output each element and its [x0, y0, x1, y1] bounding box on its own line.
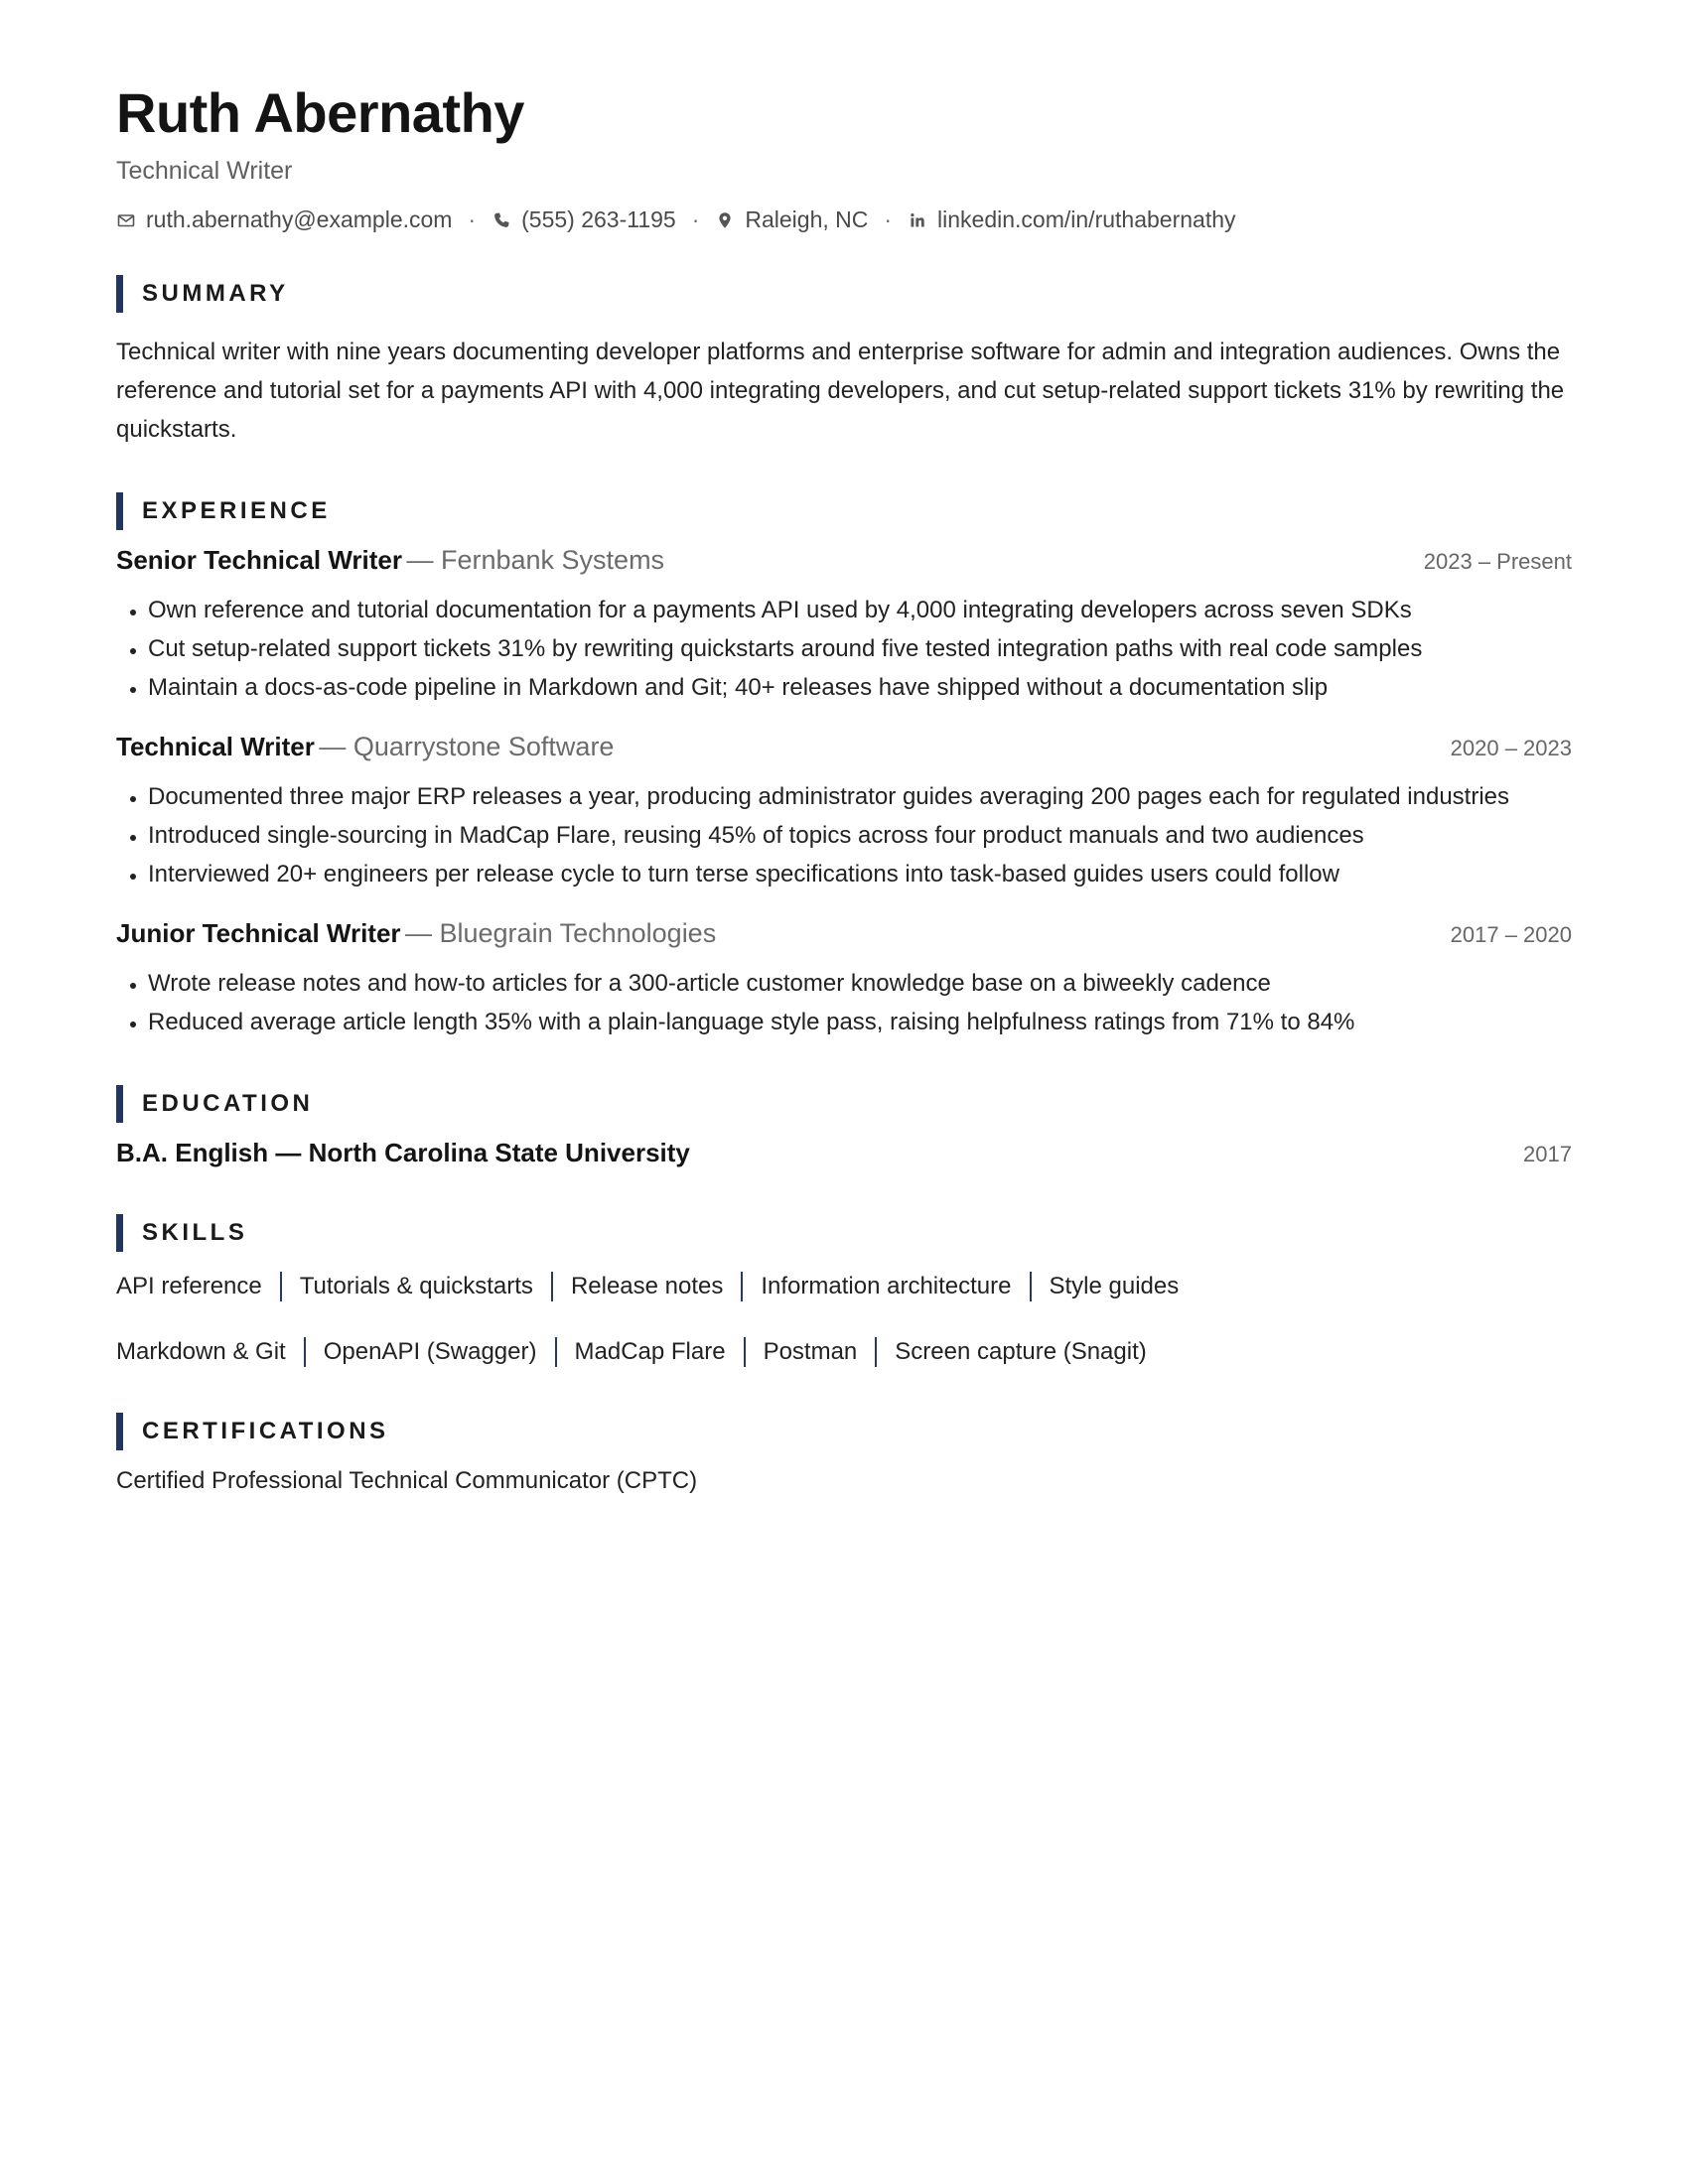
contact-location	[715, 208, 868, 231]
section-heading	[116, 1085, 1572, 1123]
job-bullet: • Interviewed 20+ engineers per release cycle to turn terse specifications into task-based guides users could follow	[148, 855, 1572, 893]
skill-divider	[280, 1272, 282, 1301]
job-title: Junior Technical Writer	[116, 918, 401, 948]
skill-item: Release notes	[570, 1273, 724, 1299]
skill-divider	[875, 1337, 877, 1367]
job-bullet: • Documented three major ERP releases a year, producing administrator guides averaging 200 pages each for regulated industries	[148, 777, 1572, 816]
skill-item: MadCap Flare	[574, 1338, 726, 1365]
phone-icon	[492, 210, 511, 230]
candidate-name: Ruth Abernathy	[116, 81, 524, 144]
section-heading	[116, 1413, 1572, 1450]
contact-email[interactable]	[116, 208, 452, 231]
skill-item: Information architecture	[761, 1273, 1012, 1299]
job-company: — Bluegrain Technologies	[405, 918, 717, 948]
email-text: ruth.abernathy@example.com	[146, 206, 453, 232]
section-heading	[116, 1214, 1572, 1252]
certifications-section	[116, 1413, 1572, 1498]
skill-item: Screen capture (Snagit)	[895, 1338, 1147, 1365]
summary-title: SUMMARY	[142, 280, 289, 307]
job-dates: 2023 – Present	[1423, 549, 1572, 574]
section-accent-bar	[116, 1085, 123, 1123]
education-year: 2017	[1523, 1142, 1572, 1166]
job-company: — Fernbank Systems	[406, 545, 665, 575]
job-bullet: • Maintain a docs-as-code pipeline in Markdown and Git; 40+ releases have shipped without a documentation slip	[148, 668, 1572, 707]
phone-text: (555) 263-1195	[521, 206, 676, 232]
skill-item: OpenAPI (Swagger)	[323, 1338, 537, 1365]
skills-title: SKILLS	[142, 1219, 248, 1246]
candidate-role: Technical Writer	[116, 157, 293, 185]
summary-section	[116, 275, 1572, 449]
section-accent-bar	[116, 275, 123, 313]
section-accent-bar	[116, 1214, 123, 1252]
job-entry	[116, 917, 1572, 1041]
resume-header	[116, 81, 1572, 232]
skill-divider	[1030, 1272, 1032, 1301]
skills-row	[116, 1335, 1572, 1369]
mail-icon	[116, 210, 136, 230]
linkedin-text: linkedin.com/in/ruthabernathy	[937, 206, 1236, 232]
job-bullets	[116, 591, 1572, 707]
contact-linkedin[interactable]	[908, 208, 1235, 231]
skill-divider	[741, 1272, 743, 1301]
certification-item: Certified Professional Technical Communicator (CPTC)	[116, 1467, 698, 1494]
skill-divider	[551, 1272, 553, 1301]
job-dates: 2020 – 2023	[1450, 736, 1572, 760]
job-bullet: • Reduced average article length 35% with a plain-language style pass, raising helpfulness ratings from 71% to 84%	[148, 1003, 1572, 1041]
contact-line	[116, 208, 1572, 231]
education-degree: B.A. English — North Carolina State University	[116, 1138, 690, 1167]
summary-text: Technical writer with nine years documenting developer platforms and enterprise software for admin and integration audiences. Owns the reference and tutorial set for a payments API with 4,000 integrating developers, and cut setup-related support tickets 31% by rewriting the quickstarts.	[116, 339, 1565, 443]
skill-item: Tutorials & quickstarts	[299, 1273, 533, 1299]
section-heading	[116, 275, 1572, 313]
section-accent-bar	[116, 1413, 123, 1450]
contact-separator: ·	[468, 206, 477, 232]
section-accent-bar	[116, 492, 123, 530]
job-bullet: • Cut setup-related support tickets 31% by rewriting quickstarts around five tested integration paths with real code samples	[148, 629, 1572, 668]
experience-title: EXPERIENCE	[142, 497, 331, 524]
location-pin-icon	[715, 210, 735, 230]
experience-section	[116, 492, 1572, 1041]
job-entry	[116, 731, 1572, 893]
skill-item: Style guides	[1049, 1273, 1180, 1299]
skill-divider	[304, 1337, 306, 1367]
skill-item: Postman	[763, 1338, 858, 1365]
job-title: Senior Technical Writer	[116, 545, 403, 575]
education-section	[116, 1085, 1572, 1170]
skill-divider	[744, 1337, 746, 1367]
job-entry	[116, 544, 1572, 707]
skill-divider	[555, 1337, 557, 1367]
skill-item: API reference	[116, 1273, 262, 1299]
job-bullet: • Wrote release notes and how-to articles for a 300-article customer knowledge base on a biweekly cadence	[148, 964, 1572, 1003]
contact-phone	[492, 208, 676, 231]
linkedin-icon	[908, 210, 927, 230]
education-entry	[116, 1137, 1572, 1170]
job-bullet: • Introduced single-sourcing in MadCap Flare, reusing 45% of topics across four product manuals and two audiences	[148, 816, 1572, 855]
skills-row	[116, 1270, 1572, 1303]
skills-section	[116, 1214, 1572, 1369]
certifications-title: CERTIFICATIONS	[142, 1418, 389, 1444]
contact-separator: ·	[884, 206, 893, 232]
contact-separator: ·	[691, 206, 700, 232]
job-company: — Quarrystone Software	[319, 732, 615, 761]
job-bullets	[116, 964, 1572, 1041]
location-text: Raleigh, NC	[745, 206, 869, 232]
education-title: EDUCATION	[142, 1090, 314, 1117]
section-heading	[116, 492, 1572, 530]
job-title: Technical Writer	[116, 732, 315, 761]
job-dates: 2017 – 2020	[1450, 922, 1572, 947]
job-bullets	[116, 777, 1572, 893]
job-bullet: • Own reference and tutorial documentation for a payments API used by 4,000 integrating developers across seven SDKs	[148, 591, 1572, 629]
skill-item: Markdown & Git	[116, 1338, 286, 1365]
